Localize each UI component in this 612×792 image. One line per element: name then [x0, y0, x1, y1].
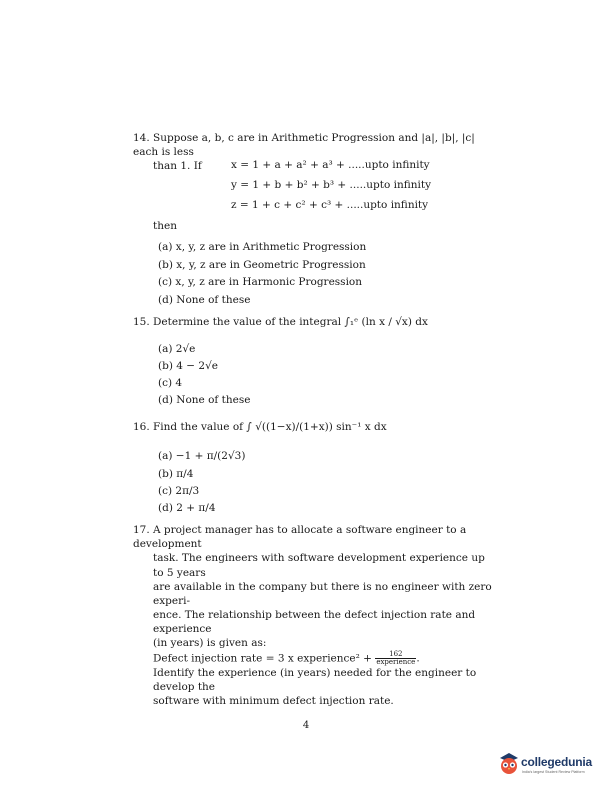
option-b: (b) x, y, z are in Geometric Progression — [158, 259, 366, 271]
question-text-line-7: software with minimum defect injection rate. — [153, 694, 394, 707]
option-d: (d) None of these — [158, 394, 251, 406]
owl-icon — [498, 752, 520, 776]
question-number: 15. — [133, 316, 150, 328]
formula-numerator: 162 — [375, 651, 416, 659]
question-15 — [133, 315, 498, 329]
question-17 — [133, 523, 498, 708]
question-16 — [133, 420, 498, 434]
question-text-line-2: than 1. If — [153, 160, 202, 173]
formula-denominator: experience — [376, 657, 416, 666]
option-a: (a) 2√e — [158, 343, 196, 355]
question-text-line-6: Identify the experience (in years) needed for the engineer to develop the — [153, 666, 477, 693]
equation-x: x = 1 + a + a² + a³ + .....upto infinity — [231, 159, 430, 171]
option-b: (b) 4 − 2√e — [158, 360, 218, 372]
question-text-line-1: A project manager has to allocate a software engineer to a development — [133, 524, 467, 551]
formula-prefix: Defect injection rate = 3 x experience² + — [153, 652, 372, 665]
option-a: (a) −1 + π/(2√3) — [158, 450, 246, 462]
then-label: then — [153, 220, 177, 232]
question-text: Determine the value of the integral ∫₁ᵉ (ln x / √x) dx — [153, 316, 428, 328]
option-a: (a) x, y, z are in Arithmetic Progression — [158, 241, 367, 253]
equation-z: z = 1 + c + c² + c³ + .....upto infinity — [231, 199, 429, 211]
question-number: 17. — [133, 524, 150, 536]
defect-formula: Defect injection rate = 3 x experience² + $\frac{162}{\text{experience}}$ . — [153, 649, 420, 666]
question-text-line-5: (in years) is given as: — [153, 637, 267, 650]
question-text-line-3: are available in the company but there is no engineer with zero experi- — [153, 580, 492, 607]
question-text: Find the value of ∫ √((1−x)/(1+x)) sin⁻¹ x dx — [153, 421, 387, 433]
formula-fraction — [375, 651, 416, 666]
equation-y: y = 1 + b + b² + b³ + .....upto infinity — [231, 179, 432, 191]
question-number: 16. — [133, 421, 150, 433]
collegedunia-logo — [498, 750, 598, 782]
option-d: (d) 2 + π/4 — [158, 502, 216, 514]
logo-tagline: India's largest Student Review Platform — [522, 770, 585, 774]
question-text-line-2: task. The engineers with software development experience up to 5 years — [153, 552, 485, 579]
option-c: (c) 2π/3 — [158, 485, 200, 497]
question-number: 14. — [133, 132, 150, 144]
logo-name: collegedunia — [521, 755, 592, 769]
option-c: (c) 4 — [158, 377, 183, 389]
question-text-line-4: ence. The relationship between the defect injection rate and experience — [153, 609, 476, 636]
option-c: (c) x, y, z are in Harmonic Progression — [158, 276, 363, 288]
page-number: 4 — [302, 720, 310, 731]
option-d: (d) None of these — [158, 294, 251, 306]
option-b: (b) π/4 — [158, 468, 194, 480]
question-text-line-1: Suppose a, b, c are in Arithmetic Progression and |a|, |b|, |c| each is less — [133, 132, 475, 159]
